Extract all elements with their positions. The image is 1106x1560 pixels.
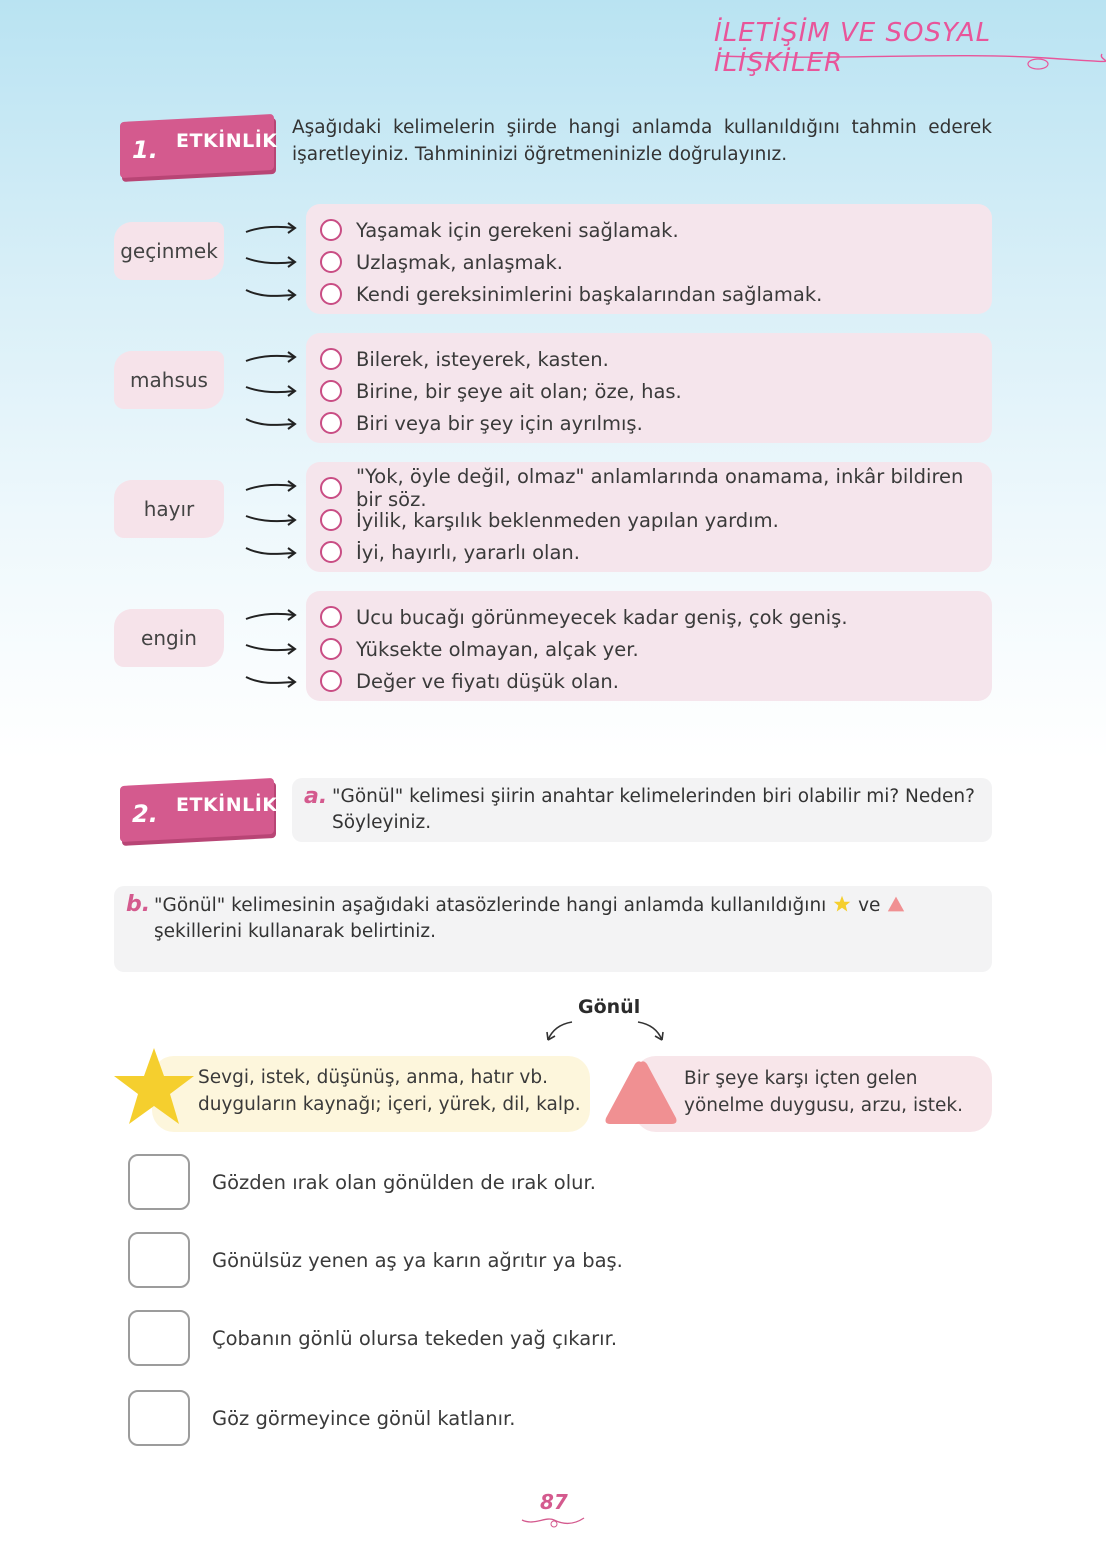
big-star-icon: [112, 1046, 196, 1128]
activity-1-instruction: Aşağıdaki kelimelerin şiirde hangi anlamda kullanıldığını tahmin ederek işaretleyiniz. Tahmininizi öğretmeninizle doğrulayınız.: [292, 117, 992, 165]
option-item[interactable]: [320, 214, 822, 246]
star-icon: [832, 895, 852, 913]
option-text: Bilerek, isteyerek, kasten.: [356, 347, 609, 371]
option-text: Birine, bir şeye ait olan; öze, has.: [356, 379, 682, 403]
option-radio[interactable]: [320, 638, 342, 660]
proverb-text: Gözden ırak olan gönülden de ırak olur.: [212, 1170, 596, 1194]
question-a-text: "Gönül" kelimesi şiirin anahtar kelimelerinden biri olabilir mi? Neden? Söyleyiniz.: [332, 786, 975, 833]
option-item[interactable]: [320, 343, 682, 375]
option-radio[interactable]: [320, 348, 342, 370]
question-b-letter: b.: [126, 892, 151, 917]
option-text: Yüksekte olmayan, alçak yer.: [356, 637, 639, 661]
option-item[interactable]: [320, 465, 992, 511]
option-radio[interactable]: [320, 412, 342, 434]
unit-title: İLETİŞİM VE SOSYAL İLİŞKİLER: [714, 18, 992, 78]
arrow-right-icon: [244, 252, 300, 272]
question-b-box: [114, 886, 992, 972]
option-text: "Yok, öyle değil, olmaz" anlamlarında onamama, inkâr bildiren bir söz.: [356, 465, 964, 511]
option-radio[interactable]: [320, 219, 342, 241]
arrow-right-icon: [244, 284, 300, 304]
arrow-right-icon: [636, 1018, 668, 1044]
activity-2-badge: [112, 776, 280, 848]
word-tag: hayır: [114, 480, 224, 538]
star-definition: Sevgi, istek, düşünüş, anma, hatır vb. duyguların kaynağı; içeri, yürek, dil, kalp.: [198, 1067, 581, 1115]
option-text: Yaşamak için gerekeni sağlamak.: [356, 218, 679, 242]
answer-box[interactable]: [128, 1154, 190, 1210]
question-b-text: [154, 893, 984, 945]
arrow-right-icon: [244, 349, 300, 369]
option-radio[interactable]: [320, 509, 342, 531]
option-item[interactable]: [320, 246, 822, 278]
option-radio[interactable]: [320, 380, 342, 402]
option-text: İyilik, karşılık beklenmeden yapılan yardım.: [356, 508, 779, 532]
option-item[interactable]: [320, 601, 848, 633]
question-b-text-2: şekillerini kullanarak belirtiniz.: [154, 921, 436, 942]
proverb-row: [128, 1154, 596, 1210]
option-text: İyi, hayırlı, yararlı olan.: [356, 540, 580, 564]
option-text: Biri veya bir şey için ayrılmış.: [356, 411, 643, 435]
word-tag: geçinmek: [114, 222, 224, 280]
star-definition-box: [152, 1056, 590, 1132]
option-radio[interactable]: [320, 541, 342, 563]
option-text: Ucu bucağı görünmeyecek kadar geniş, çok geniş.: [356, 605, 848, 629]
answer-box[interactable]: [128, 1232, 190, 1288]
page-number: 87: [540, 1490, 568, 1514]
arrow-left-icon: [544, 1018, 574, 1044]
triangle-icon: [886, 895, 906, 913]
question-b-ve: ve: [858, 895, 881, 916]
arrow-right-icon: [244, 671, 300, 691]
big-triangle-icon: [602, 1058, 680, 1128]
word-tag: mahsus: [114, 351, 224, 409]
center-word: Gönül: [578, 996, 641, 1018]
triangle-definition: Bir şeye karşı içten gelen yönelme duygusu, arzu, istek.: [684, 1068, 963, 1116]
option-item[interactable]: [320, 633, 848, 665]
header-underline: [716, 46, 1106, 72]
arrow-right-icon: [244, 381, 300, 401]
option-item[interactable]: [320, 375, 682, 407]
proverb-text: Göz görmeyince gönül katlanır.: [212, 1406, 516, 1430]
activity-2-number: 2.: [132, 800, 158, 828]
page-number-swirl: [520, 1512, 586, 1530]
activity-1-label: ETKİNLİK: [176, 130, 278, 152]
option-radio[interactable]: [320, 283, 342, 305]
options-box: [306, 333, 992, 443]
option-radio[interactable]: [320, 251, 342, 273]
arrow-right-icon: [244, 478, 300, 498]
proverb-text: Çobanın gönlü olursa tekeden yağ çıkarır.: [212, 1326, 618, 1350]
activity-2-label: ETKİNLİK: [176, 794, 278, 816]
arrow-right-icon: [244, 542, 300, 562]
question-a-letter: a.: [304, 784, 328, 809]
proverb-text: Gönülsüz yenen aş ya karın ağrıtır ya baş.: [212, 1248, 623, 1272]
option-item[interactable]: [320, 278, 822, 310]
option-radio[interactable]: [320, 670, 342, 692]
option-text: Kendi gereksinimlerini başkalarından sağlamak.: [356, 282, 823, 306]
option-item[interactable]: [320, 536, 992, 568]
options-box: [306, 204, 992, 314]
option-radio[interactable]: [320, 477, 342, 499]
question-b-text-1: "Gönül" kelimesinin aşağıdaki atasözlerinde hangi anlamda kullanıldığını: [154, 895, 827, 916]
option-item[interactable]: [320, 407, 682, 439]
proverb-row: [128, 1310, 617, 1366]
activity-1-number: 1.: [132, 136, 158, 164]
arrow-right-icon: [244, 220, 300, 240]
proverb-row: [128, 1390, 515, 1446]
proverb-row: [128, 1232, 623, 1288]
arrow-right-icon: [244, 413, 300, 433]
triangle-definition-box: [634, 1056, 992, 1132]
options-box: [306, 591, 992, 701]
option-radio[interactable]: [320, 606, 342, 628]
options-box: [306, 462, 992, 572]
answer-box[interactable]: [128, 1390, 190, 1446]
answer-box[interactable]: [128, 1310, 190, 1366]
arrow-right-icon: [244, 639, 300, 659]
option-text: Değer ve fiyatı düşük olan.: [356, 669, 619, 693]
option-item[interactable]: [320, 665, 848, 697]
arrow-right-icon: [244, 510, 300, 530]
activity-1-badge: [112, 112, 280, 184]
word-tag: engin: [114, 609, 224, 667]
option-text: Uzlaşmak, anlaşmak.: [356, 250, 563, 274]
question-a-box: [292, 778, 992, 842]
arrow-right-icon: [244, 607, 300, 627]
